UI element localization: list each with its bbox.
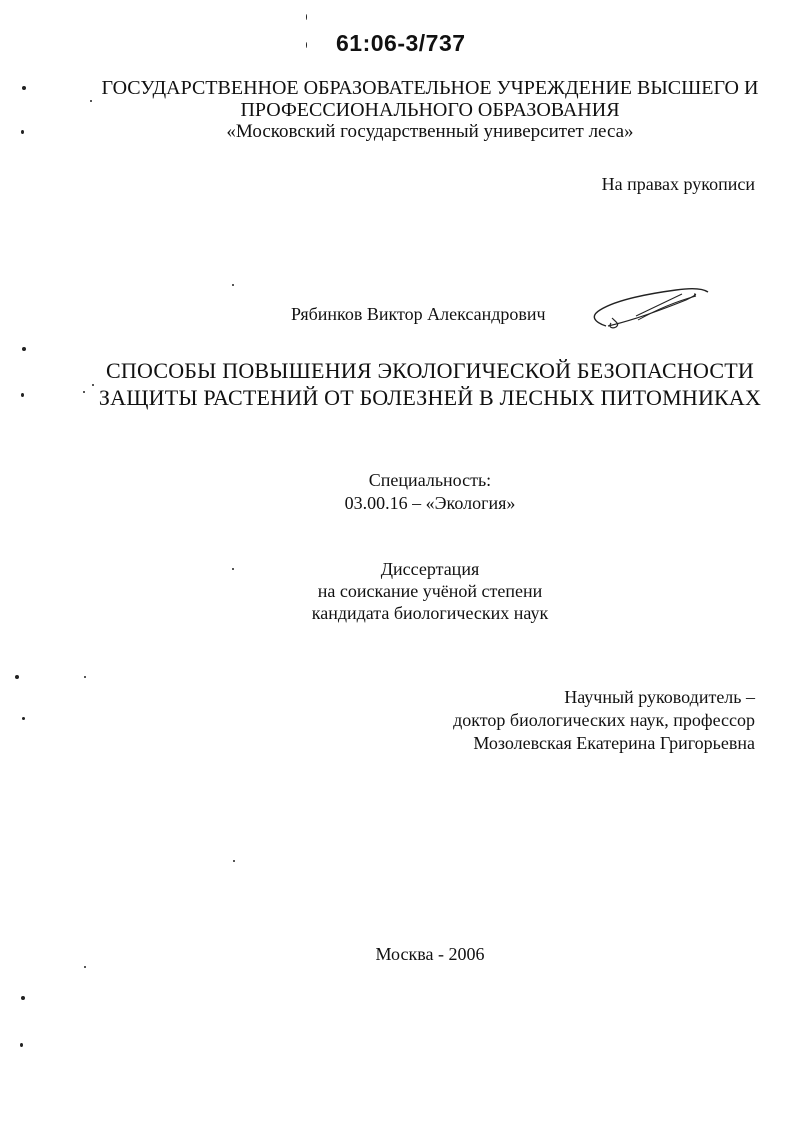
author-name: Рябинков Виктор Александрович <box>291 304 546 324</box>
scan-speck <box>22 86 26 90</box>
degree-line-2: на соискание учёной степени <box>317 581 543 601</box>
institution-line-2: ПРОФЕССИОНАЛЬНОГО ОБРАЗОВАНИЯ <box>240 99 620 121</box>
advisor-line-3: Мозолевская Екатерина Григорьевна <box>473 733 755 753</box>
scan-speck <box>21 996 25 1000</box>
scan-speck <box>84 676 86 678</box>
catalog-number: 61:06-3/737 <box>336 30 466 56</box>
title-line-2: ЗАЩИТЫ РАСТЕНИЙ ОТ БОЛЕЗНЕЙ В ЛЕСНЫХ ПИТОМНИКАХ <box>98 385 762 410</box>
scan-speck <box>22 347 26 351</box>
scan-speck <box>21 130 24 134</box>
scan-speck <box>20 1043 23 1047</box>
scan-speck <box>306 42 307 48</box>
advisor-line-1: Научный руководитель – <box>564 687 755 707</box>
advisor-block <box>453 686 755 755</box>
scan-speck <box>232 284 234 286</box>
signature-image <box>586 282 710 336</box>
scan-speck <box>83 391 85 393</box>
scan-speck <box>84 966 86 968</box>
scan-speck <box>21 393 24 397</box>
scan-speck <box>233 860 235 862</box>
scan-speck <box>232 568 234 570</box>
degree-line-1: Диссертация <box>380 559 480 579</box>
degree-line-3: кандидата биологических наук <box>311 603 549 623</box>
institution-line-3: «Московский государственный университет леса» <box>226 121 634 142</box>
institution-line-1: ГОСУДАРСТВЕННОЕ ОБРАЗОВАТЕЛЬНОЕ УЧРЕЖДЕНИЕ ВЫСШЕГО И <box>101 77 759 99</box>
scan-speck <box>92 384 94 386</box>
rights-note: На правах рукописи <box>601 174 755 194</box>
specialty-label: Специальность: <box>368 470 492 490</box>
city-year: Москва - 2006 <box>375 944 485 964</box>
scan-speck <box>306 14 307 20</box>
degree-block <box>200 558 660 624</box>
scan-speck <box>22 717 25 720</box>
specialty-value: 03.00.16 – «Экология» <box>344 493 516 513</box>
advisor-line-2: доктор биологических наук, профессор <box>453 710 755 730</box>
scan-speck <box>15 675 19 679</box>
institution-header <box>100 77 760 143</box>
title-line-1: СПОСОБЫ ПОВЫШЕНИЯ ЭКОЛОГИЧЕСКОЙ БЕЗОПАСНОСТИ <box>106 358 754 383</box>
specialty-block <box>200 469 660 515</box>
dissertation-title <box>80 357 780 411</box>
scan-speck <box>90 100 92 102</box>
